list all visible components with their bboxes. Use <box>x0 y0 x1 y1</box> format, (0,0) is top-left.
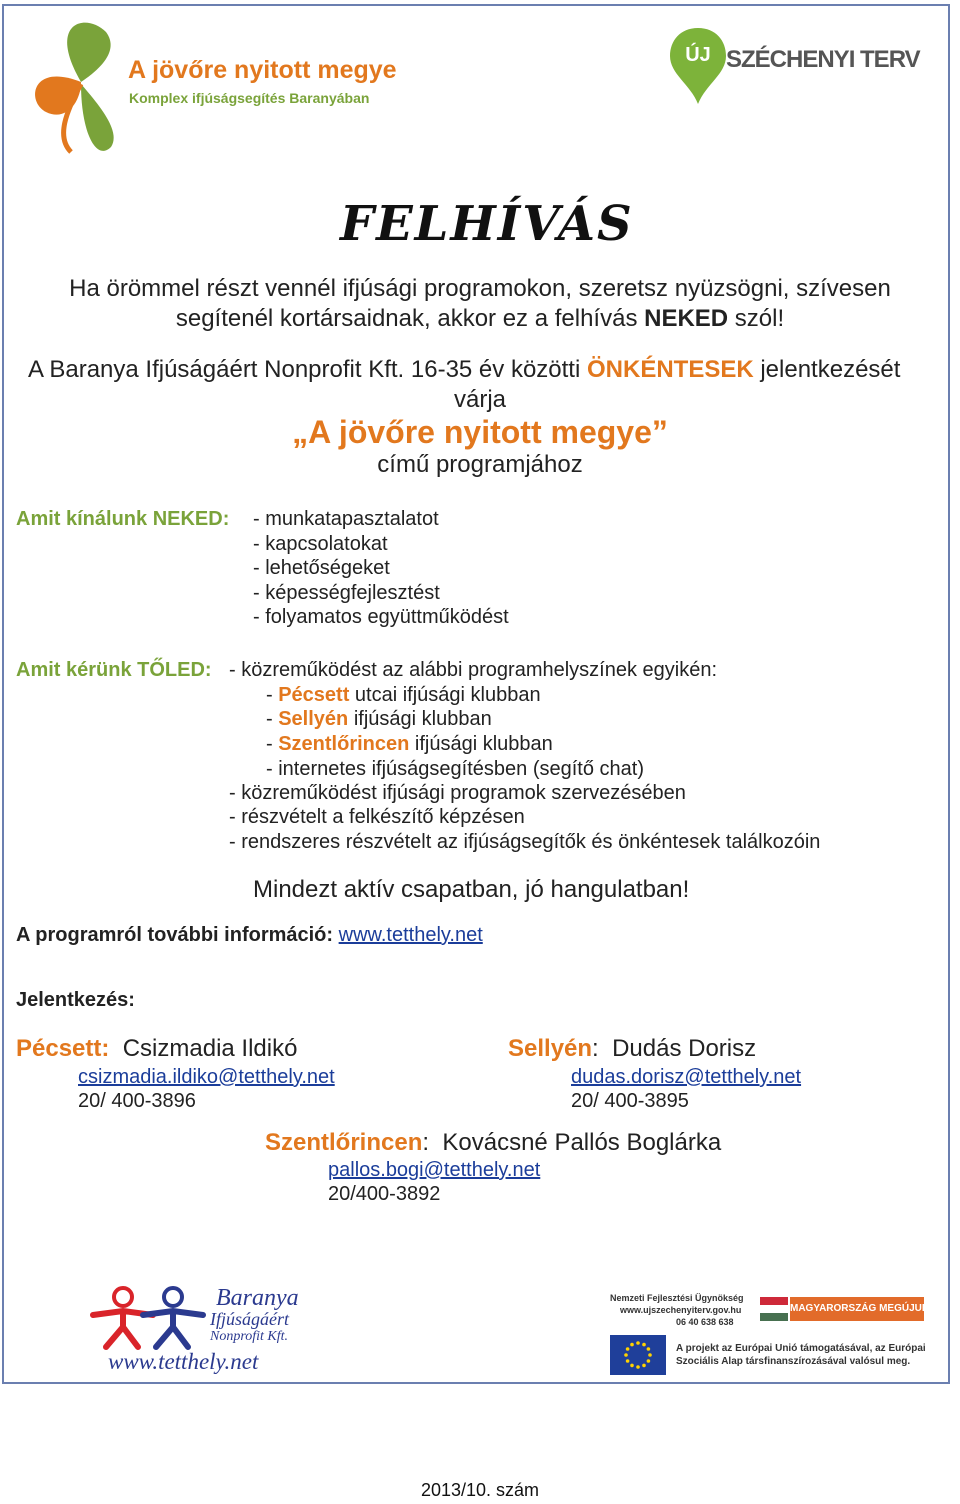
venue-place: Pécsett <box>278 684 350 706</box>
baranya-logo <box>88 1285 318 1380</box>
agency-url: www.ujszechenyiterv.gov.hu <box>620 1305 742 1315</box>
venue-prefix: - <box>266 684 279 706</box>
org-line <box>28 358 900 382</box>
venue-item <box>266 683 541 707</box>
slogan: Mindezt aktív csapatban, jó hangulatban! <box>253 876 690 903</box>
venue-rest: ifjúsági klubban <box>348 708 492 730</box>
org-line-2: várja <box>453 386 507 413</box>
venue-item <box>266 732 553 756</box>
eu-flag-icon <box>610 1335 666 1375</box>
contact-place: Szentlőrincen <box>265 1129 423 1156</box>
szechenyi-badge: ÚJ <box>685 44 711 66</box>
baranya-logo-line3: Nonprofit Kft. <box>210 1329 289 1344</box>
contact-email-link[interactable]: dudas.dorisz@tetthely.net <box>571 1066 802 1088</box>
baranya-logo-line1: Baranya <box>216 1285 299 1311</box>
org-text-end: jelentkezését <box>753 356 901 383</box>
contact-phone: 20/ 400-3896 <box>78 1090 196 1112</box>
baranya-logo-line2: Ifjúságáért <box>210 1309 289 1329</box>
org-text: A Baranya Ifjúságáért Nonprofit Kft. 16-35 év közötti <box>28 356 587 383</box>
agency-badge: MAGYARORSZÁG MEGÚJUL <box>790 1297 924 1321</box>
offer-item: - folyamatos együttműködést <box>253 606 509 628</box>
contact-pecs <box>16 1037 297 1061</box>
baranya-logo-url: www.tetthely.net <box>108 1349 259 1374</box>
intro-line-2 <box>0 307 960 331</box>
venue-prefix: - <box>266 708 279 730</box>
venue-extra: - internetes ifjúságsegítésben (segítő chat) <box>266 758 644 780</box>
agency-name: Nemzeti Fejlesztési Ügynökség <box>610 1293 744 1303</box>
contact-email-link[interactable]: csizmadia.ildiko@tetthely.net <box>78 1066 335 1088</box>
venue-place: Szentlőrincen <box>278 733 410 755</box>
intro-line-1: Ha örömmel részt vennél ifjúsági programokon, szeretsz nyüzsögni, szívesen <box>69 275 891 302</box>
org-highlight: ÖNKÉNTESEK <box>586 356 754 383</box>
request-item: - közreműködést ifjúsági programok szervezésében <box>229 782 686 804</box>
szechenyi-logo <box>668 26 918 111</box>
contact-phone: 20/ 400-3895 <box>571 1090 689 1112</box>
website-link[interactable]: www.tetthely.net <box>338 924 483 946</box>
offer-item: - képességfejlesztést <box>253 582 440 604</box>
info-label: A programról további információ: <box>16 924 339 946</box>
contact-name: Kovácsné Pallós Boglárka <box>442 1129 722 1156</box>
contact-name: Csizmadia Ildikó <box>122 1035 298 1062</box>
intro-bold: NEKED <box>644 305 729 332</box>
request-item: - részvételt a felkészítő képzésen <box>229 806 525 828</box>
hungary-flag-icon <box>760 1297 788 1321</box>
venue-rest: ifjúsági klubban <box>409 733 553 755</box>
contact-szent: Szentlőrincen: Kovácsné Pallós Boglárka <box>265 1129 722 1156</box>
request-first: - közreműködést az alábbi programhelyszínek egyikén: <box>229 659 718 681</box>
intro-text-end: szól! <box>728 305 785 332</box>
eu-text-2: Szociális Alap társfinanszírozásával valósul meg. <box>676 1356 911 1367</box>
butterfly-icon <box>26 12 136 157</box>
venue-item <box>266 707 492 731</box>
request-item: - rendszeres részvételt az ifjúságsegítők és önkéntesek találkozóin <box>229 831 821 853</box>
contact-place: Pécsett: <box>16 1035 110 1062</box>
venue-place: Sellyén <box>278 708 349 730</box>
agency-phone: 06 40 638 638 <box>676 1317 734 1327</box>
offer-item: - kapcsolatokat <box>253 533 388 555</box>
venue-prefix: - <box>266 733 279 755</box>
offer-label: Amit kínálunk NEKED: <box>16 508 230 530</box>
page-footer: 2013/10. szám <box>420 1480 540 1500</box>
request-label: Amit kérünk TŐLED: <box>16 659 212 681</box>
org-line-4: című programjához <box>377 451 583 478</box>
info-line <box>16 923 483 947</box>
program-logo <box>26 12 397 157</box>
contact-email-link[interactable]: pallos.bogi@tetthely.net <box>328 1159 541 1181</box>
people-icon <box>88 1285 208 1350</box>
page-title: FELHÍVÁS <box>340 196 634 252</box>
contact-selly: Sellyén: Dudás Dorisz <box>508 1035 757 1062</box>
intro-text: segítenél kortársaidnak, akkor ez a felhívás <box>175 305 645 332</box>
contact-phone: 20/400-3892 <box>328 1183 441 1205</box>
offer-item: - munkatapasztalatot <box>253 508 439 530</box>
szechenyi-text: SZÉCHENYI TERV <box>726 46 920 73</box>
apply-label: Jelentkezés: <box>16 989 135 1011</box>
program-logo-subtitle: Komplex ifjúságsegítés Baranyában <box>129 90 370 106</box>
eu-text-1: A projekt az Európai Unió támogatásával, az Európai <box>676 1343 926 1354</box>
program-name: „A jövőre nyitott megye” <box>292 414 668 450</box>
contact-place: Sellyén <box>508 1035 593 1062</box>
offer-item: - lehetőségeket <box>253 557 390 579</box>
program-logo-title: A jövőre nyitott megye <box>128 56 397 84</box>
venue-rest: utcai ifjúsági klubban <box>349 684 541 706</box>
contact-name: Dudás Dorisz <box>612 1035 757 1062</box>
